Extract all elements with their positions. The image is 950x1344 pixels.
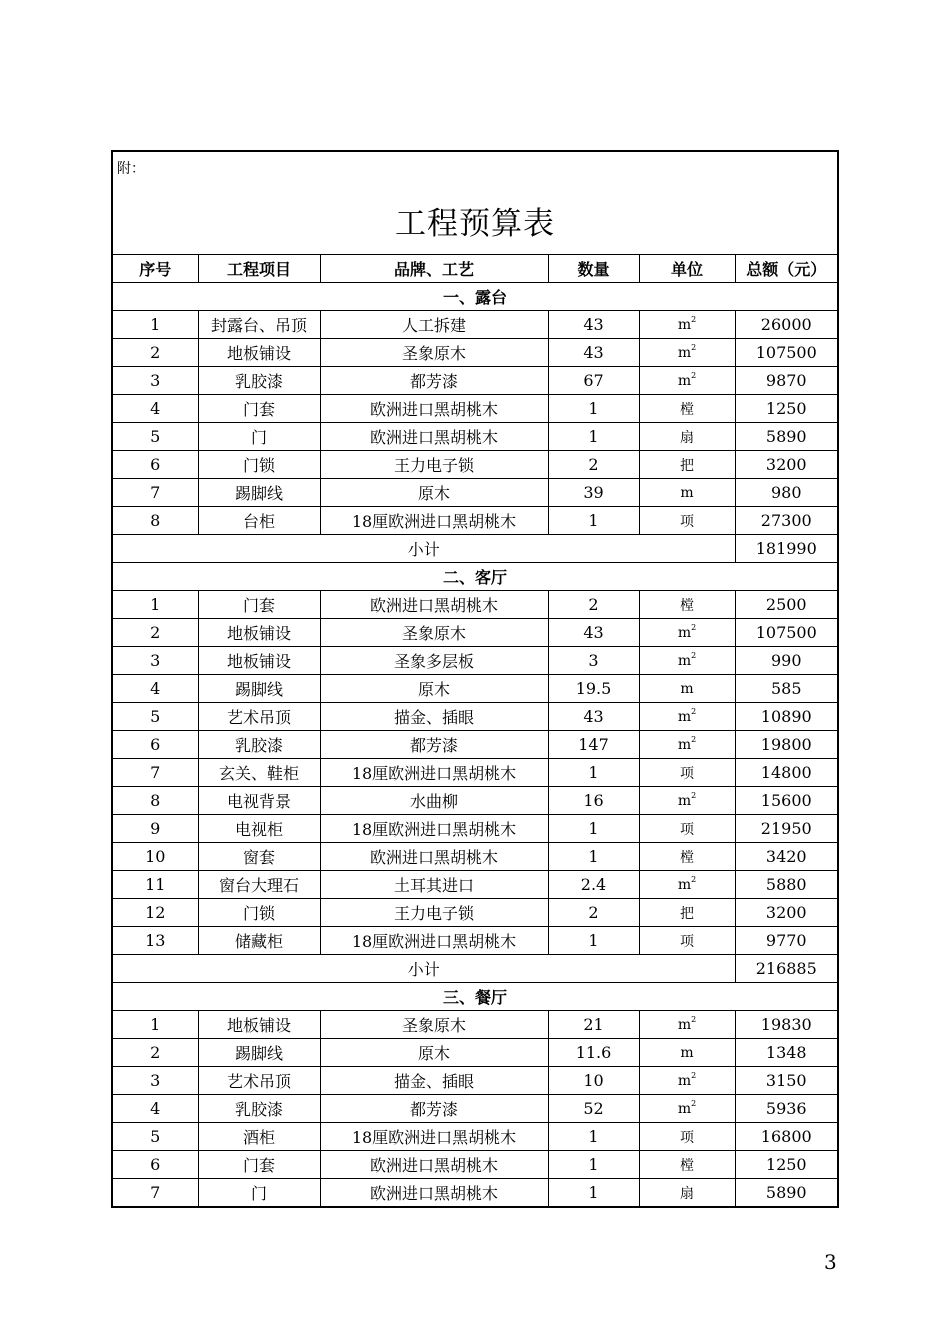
row-no: 11 [113, 871, 198, 899]
unit-text: 樘 [680, 401, 694, 418]
sheet-header [113, 152, 837, 255]
row-unit [639, 395, 735, 423]
table-row [113, 507, 837, 535]
unit-exponent: 2 [691, 314, 697, 324]
row-total: 5890 [735, 423, 837, 451]
row-brand: 土耳其进口 [320, 871, 548, 899]
row-item: 门套 [198, 395, 320, 423]
table-row [113, 1039, 837, 1067]
table-row [113, 843, 837, 871]
subtotal-value: 216885 [735, 955, 837, 983]
row-unit [639, 731, 735, 759]
row-qty: 2 [548, 591, 639, 619]
row-item: 电视背景 [198, 787, 320, 815]
row-qty: 3 [548, 647, 639, 675]
row-item: 门锁 [198, 899, 320, 927]
row-item: 踢脚线 [198, 479, 320, 507]
row-no: 7 [113, 479, 198, 507]
row-qty: 16 [548, 787, 639, 815]
row-item: 电视柜 [198, 815, 320, 843]
row-unit [639, 815, 735, 843]
row-total: 3200 [735, 899, 837, 927]
row-qty: 1 [548, 759, 639, 787]
unit-text: 樘 [680, 597, 694, 614]
section-row [113, 563, 837, 591]
table-row [113, 339, 837, 367]
unit-exponent: 2 [691, 790, 697, 800]
unit-exponent: 2 [691, 342, 697, 352]
row-qty: 1 [548, 927, 639, 955]
row-unit [639, 843, 735, 871]
table-row [113, 1151, 837, 1179]
row-qty: 67 [548, 367, 639, 395]
row-item: 乳胶漆 [198, 731, 320, 759]
row-no: 3 [113, 367, 198, 395]
row-item: 封露台、吊顶 [198, 311, 320, 339]
subtotal-label: 小计 [113, 955, 735, 983]
row-total: 3200 [735, 451, 837, 479]
row-total: 2500 [735, 591, 837, 619]
row-brand: 原木 [320, 479, 548, 507]
row-qty: 2.4 [548, 871, 639, 899]
row-brand: 都芳漆 [320, 367, 548, 395]
row-unit [639, 927, 735, 955]
row-total: 14800 [735, 759, 837, 787]
unit-text: m [680, 484, 694, 501]
row-total: 16800 [735, 1123, 837, 1151]
row-no: 3 [113, 1067, 198, 1095]
row-no: 1 [113, 311, 198, 339]
row-item: 地板铺设 [198, 1011, 320, 1039]
row-total: 21950 [735, 815, 837, 843]
section-title: 三、餐厅 [113, 983, 837, 1011]
table-body [113, 283, 837, 1207]
row-qty: 52 [548, 1095, 639, 1123]
row-unit [639, 1151, 735, 1179]
table-row [113, 703, 837, 731]
row-unit [639, 1039, 735, 1067]
row-total: 15600 [735, 787, 837, 815]
row-item: 门锁 [198, 451, 320, 479]
unit-exponent: 2 [691, 1070, 697, 1080]
row-no: 5 [113, 703, 198, 731]
unit-exponent: 2 [691, 622, 697, 632]
table-row [113, 479, 837, 507]
unit-text: m [677, 344, 692, 361]
header-unit: 单位 [639, 255, 735, 283]
row-item: 艺术吊顶 [198, 1067, 320, 1095]
row-qty: 21 [548, 1011, 639, 1039]
row-no: 4 [113, 395, 198, 423]
unit-exponent: 2 [691, 1098, 697, 1108]
row-total: 1250 [735, 395, 837, 423]
budget-sheet [111, 150, 839, 1208]
row-unit [639, 507, 735, 535]
page-number: 3 [824, 1250, 837, 1274]
table-row [113, 619, 837, 647]
unit-text: 把 [680, 905, 694, 922]
subtotal-label: 小计 [113, 535, 735, 563]
unit-exponent: 2 [691, 706, 697, 716]
row-unit [639, 675, 735, 703]
row-unit [639, 759, 735, 787]
row-item: 地板铺设 [198, 339, 320, 367]
row-total: 19830 [735, 1011, 837, 1039]
row-qty: 1 [548, 423, 639, 451]
row-qty: 19.5 [548, 675, 639, 703]
table-row [113, 1095, 837, 1123]
row-item: 门 [198, 423, 320, 451]
row-qty: 39 [548, 479, 639, 507]
unit-exponent: 2 [691, 370, 697, 380]
row-no: 6 [113, 731, 198, 759]
row-brand: 欧洲进口黑胡桃木 [320, 395, 548, 423]
page-title: 工程预算表 [395, 206, 555, 242]
row-unit [639, 1123, 735, 1151]
row-unit [639, 871, 735, 899]
row-brand: 原木 [320, 1039, 548, 1067]
subtotal-row [113, 535, 837, 563]
unit-text: m [677, 624, 692, 641]
row-unit [639, 787, 735, 815]
row-unit [639, 703, 735, 731]
row-unit [639, 591, 735, 619]
table-row [113, 759, 837, 787]
unit-text: 把 [680, 457, 694, 474]
unit-exponent: 2 [691, 1014, 697, 1024]
row-qty: 2 [548, 899, 639, 927]
row-qty: 43 [548, 619, 639, 647]
row-no: 8 [113, 507, 198, 535]
row-qty: 10 [548, 1067, 639, 1095]
row-brand: 描金、插眼 [320, 703, 548, 731]
row-total: 5890 [735, 1179, 837, 1207]
header-row [113, 255, 837, 283]
row-brand: 18厘欧洲进口黑胡桃木 [320, 1123, 548, 1151]
row-total: 9770 [735, 927, 837, 955]
table-row [113, 647, 837, 675]
unit-text: m [680, 680, 694, 697]
row-item: 窗套 [198, 843, 320, 871]
table-row [113, 731, 837, 759]
row-brand: 欧洲进口黑胡桃木 [320, 591, 548, 619]
row-total: 585 [735, 675, 837, 703]
unit-text: m [677, 792, 692, 809]
row-item: 艺术吊顶 [198, 703, 320, 731]
row-unit [639, 1095, 735, 1123]
row-brand: 欧洲进口黑胡桃木 [320, 843, 548, 871]
row-brand: 人工拆建 [320, 311, 548, 339]
row-qty: 11.6 [548, 1039, 639, 1067]
unit-text: 樘 [680, 1157, 694, 1174]
row-qty: 43 [548, 703, 639, 731]
row-no: 12 [113, 899, 198, 927]
row-no: 5 [113, 1123, 198, 1151]
row-no: 2 [113, 619, 198, 647]
row-total: 990 [735, 647, 837, 675]
unit-text: m [677, 372, 692, 389]
section-title: 一、露台 [113, 283, 837, 311]
row-brand: 圣象原木 [320, 619, 548, 647]
table-row [113, 395, 837, 423]
row-brand: 圣象原木 [320, 1011, 548, 1039]
row-brand: 王力电子锁 [320, 451, 548, 479]
row-no: 4 [113, 675, 198, 703]
row-brand: 欧洲进口黑胡桃木 [320, 423, 548, 451]
row-no: 2 [113, 1039, 198, 1067]
table-row [113, 675, 837, 703]
table-row [113, 871, 837, 899]
row-no: 7 [113, 1179, 198, 1207]
row-total: 5880 [735, 871, 837, 899]
unit-text: m [677, 1072, 692, 1089]
header-item: 工程项目 [198, 255, 320, 283]
table-row [113, 1011, 837, 1039]
row-brand: 都芳漆 [320, 1095, 548, 1123]
unit-text: 项 [680, 765, 694, 782]
unit-exponent: 2 [691, 734, 697, 744]
row-no: 2 [113, 339, 198, 367]
table-row [113, 591, 837, 619]
row-total: 3150 [735, 1067, 837, 1095]
row-no: 10 [113, 843, 198, 871]
row-brand: 18厘欧洲进口黑胡桃木 [320, 927, 548, 955]
row-qty: 43 [548, 311, 639, 339]
row-no: 8 [113, 787, 198, 815]
row-total: 3420 [735, 843, 837, 871]
unit-text: 扇 [680, 1185, 694, 1202]
row-item: 踢脚线 [198, 675, 320, 703]
row-qty: 1 [548, 843, 639, 871]
section-row [113, 283, 837, 311]
unit-text: m [680, 1044, 694, 1061]
table-row [113, 787, 837, 815]
table-row [113, 451, 837, 479]
row-item: 门套 [198, 591, 320, 619]
row-item: 踢脚线 [198, 1039, 320, 1067]
row-no: 3 [113, 647, 198, 675]
row-unit [639, 647, 735, 675]
row-total: 980 [735, 479, 837, 507]
row-brand: 王力电子锁 [320, 899, 548, 927]
row-no: 6 [113, 451, 198, 479]
header-total: 总额（元） [735, 255, 837, 283]
table-row [113, 927, 837, 955]
row-no: 13 [113, 927, 198, 955]
section-title: 二、客厅 [113, 563, 837, 591]
table-row [113, 1179, 837, 1207]
row-item: 储藏柜 [198, 927, 320, 955]
row-total: 1348 [735, 1039, 837, 1067]
row-total: 107500 [735, 619, 837, 647]
row-no: 1 [113, 591, 198, 619]
table-row [113, 899, 837, 927]
table-row [113, 815, 837, 843]
row-brand: 欧洲进口黑胡桃木 [320, 1151, 548, 1179]
row-unit [639, 367, 735, 395]
unit-text: 项 [680, 821, 694, 838]
unit-text: 扇 [680, 429, 694, 446]
row-unit [639, 339, 735, 367]
row-qty: 1 [548, 815, 639, 843]
row-unit [639, 1011, 735, 1039]
row-no: 5 [113, 423, 198, 451]
header-brand: 品牌、工艺 [320, 255, 548, 283]
table-row [113, 311, 837, 339]
row-brand: 圣象原木 [320, 339, 548, 367]
row-item: 乳胶漆 [198, 1095, 320, 1123]
row-item: 门 [198, 1179, 320, 1207]
row-total: 19800 [735, 731, 837, 759]
row-brand: 18厘欧洲进口黑胡桃木 [320, 759, 548, 787]
unit-text: 项 [680, 513, 694, 530]
row-brand: 都芳漆 [320, 731, 548, 759]
row-qty: 147 [548, 731, 639, 759]
row-total: 27300 [735, 507, 837, 535]
unit-exponent: 2 [691, 650, 697, 660]
row-total: 9870 [735, 367, 837, 395]
subtotal-row [113, 955, 837, 983]
unit-text: m [677, 736, 692, 753]
row-brand: 水曲柳 [320, 787, 548, 815]
row-unit [639, 1179, 735, 1207]
row-qty: 1 [548, 1123, 639, 1151]
table-row [113, 367, 837, 395]
row-qty: 1 [548, 395, 639, 423]
row-item: 酒柜 [198, 1123, 320, 1151]
table-row [113, 1067, 837, 1095]
subtotal-value: 181990 [735, 535, 837, 563]
appendix-note: 附： [117, 161, 145, 177]
row-no: 1 [113, 1011, 198, 1039]
row-item: 窗台大理石 [198, 871, 320, 899]
row-total: 26000 [735, 311, 837, 339]
row-unit [639, 1067, 735, 1095]
row-item: 乳胶漆 [198, 367, 320, 395]
row-no: 6 [113, 1151, 198, 1179]
unit-exponent: 2 [691, 874, 697, 884]
row-unit [639, 479, 735, 507]
unit-text: m [677, 652, 692, 669]
row-brand: 描金、插眼 [320, 1067, 548, 1095]
row-total: 5936 [735, 1095, 837, 1123]
row-brand: 18厘欧洲进口黑胡桃木 [320, 815, 548, 843]
budget-table [113, 255, 837, 1206]
row-unit [639, 311, 735, 339]
row-qty: 1 [548, 1179, 639, 1207]
row-item: 地板铺设 [198, 619, 320, 647]
row-qty: 1 [548, 1151, 639, 1179]
row-total: 10890 [735, 703, 837, 731]
row-no: 4 [113, 1095, 198, 1123]
unit-text: m [677, 1016, 692, 1033]
row-unit [639, 619, 735, 647]
row-brand: 18厘欧洲进口黑胡桃木 [320, 507, 548, 535]
row-item: 玄关、鞋柜 [198, 759, 320, 787]
unit-text: 樘 [680, 849, 694, 866]
row-total: 1250 [735, 1151, 837, 1179]
row-item: 台柜 [198, 507, 320, 535]
row-unit [639, 423, 735, 451]
row-unit [639, 899, 735, 927]
row-item: 门套 [198, 1151, 320, 1179]
row-brand: 圣象多层板 [320, 647, 548, 675]
unit-text: 项 [680, 933, 694, 950]
row-no: 9 [113, 815, 198, 843]
unit-text: m [677, 708, 692, 725]
header-qty: 数量 [548, 255, 639, 283]
table-row [113, 423, 837, 451]
row-no: 7 [113, 759, 198, 787]
table-row [113, 1123, 837, 1151]
row-total: 107500 [735, 339, 837, 367]
row-qty: 2 [548, 451, 639, 479]
row-item: 地板铺设 [198, 647, 320, 675]
row-qty: 1 [548, 507, 639, 535]
section-row [113, 983, 837, 1011]
row-brand: 原木 [320, 675, 548, 703]
row-qty: 43 [548, 339, 639, 367]
row-unit [639, 451, 735, 479]
header-no: 序号 [113, 255, 198, 283]
unit-text: m [677, 876, 692, 893]
unit-text: m [677, 316, 692, 333]
unit-text: m [677, 1100, 692, 1117]
row-brand: 欧洲进口黑胡桃木 [320, 1179, 548, 1207]
unit-text: 项 [680, 1129, 694, 1146]
